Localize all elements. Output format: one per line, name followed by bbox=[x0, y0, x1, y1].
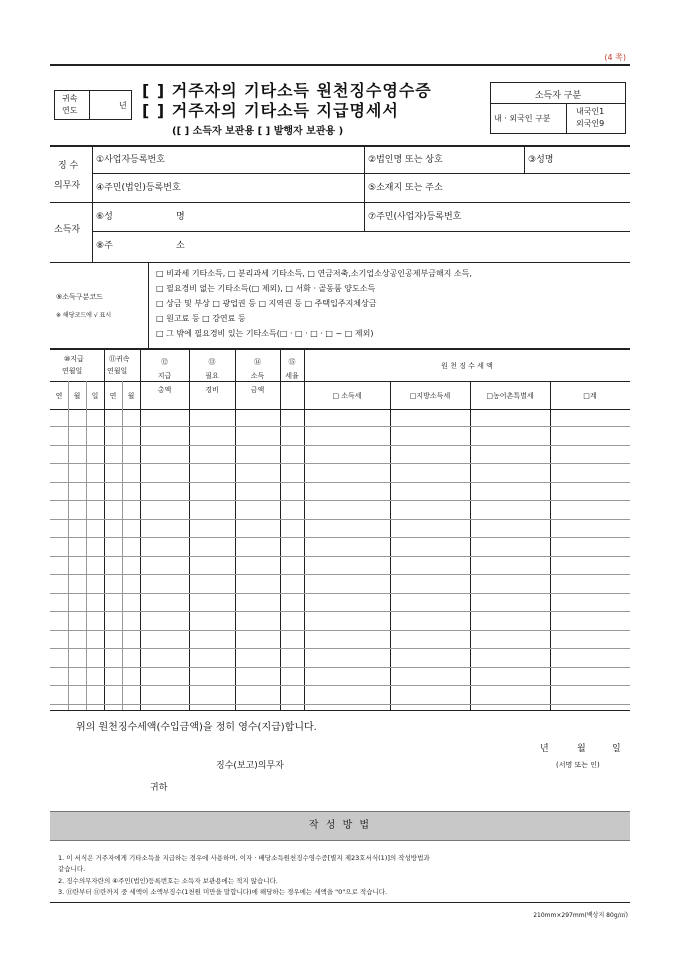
resident-reg-number: ④주민(법인)등록번호 bbox=[96, 183, 181, 193]
signature-hint: (서명 또는 인) bbox=[556, 761, 600, 769]
subheader-attr-month: 월 bbox=[127, 392, 135, 400]
withholder-address: ⑤소재지 또는 주소 bbox=[368, 183, 443, 193]
col-income-tax: □ 소득세 bbox=[332, 392, 362, 400]
table-row bbox=[50, 556, 630, 557]
table-row bbox=[50, 667, 630, 668]
table-row bbox=[50, 630, 630, 631]
subheader-day: 일 bbox=[91, 392, 99, 400]
subheader-attr-year: 연 bbox=[109, 392, 117, 400]
writing-method-header: 작 성 방 법 bbox=[50, 811, 630, 841]
note-1: 1. 이 서식은 거주자에게 기타소득을 지급하는 경우에 사용하며, 이자 · 배당소득원천징수영수증[별지 제23호서식(1)]의 작성방법과 bbox=[58, 854, 430, 862]
foreigner-option: 외국인9 bbox=[576, 119, 605, 128]
title-receipt: [ ] 거주자의 기타소득 원천징수영수증 bbox=[142, 81, 432, 100]
col-total: □계 bbox=[583, 392, 597, 400]
date-year: 년 bbox=[540, 744, 549, 754]
earner-label: 소득자 bbox=[54, 225, 81, 235]
note-3: 3. ⑪란부터 ⑪란까지 중 세액이 소액부징수(1천원 미만을 말합니다)에 해당하는 경우에는 세액을 "0"으로 적습니다. bbox=[58, 888, 388, 896]
income-code-line-2: □ 필요경비 없는 기타소득(□ 제외), □ 서화 · 골동품 양도소득 bbox=[156, 284, 376, 293]
corporate-name: ②법인명 또는 상호 bbox=[368, 155, 443, 165]
col-rural-special-tax: □농어촌특별세 bbox=[486, 392, 534, 400]
title-copy-type: ([ ] 소득자 보관용 [ ] 발행자 보관용 ) bbox=[172, 126, 344, 137]
date-day: 일 bbox=[612, 744, 621, 754]
table-row bbox=[50, 445, 630, 446]
withholder-name: ③성명 bbox=[528, 155, 554, 165]
header-withholding-tax: 원 천 징 수 세 액 bbox=[441, 362, 493, 370]
income-code-label: ⑨소득구분코드 bbox=[56, 293, 103, 301]
table-row bbox=[50, 482, 630, 483]
paper-spec: 210mm×297mm(백상지 80g/㎡) bbox=[533, 912, 628, 919]
header-income-amount: ⑭ bbox=[254, 358, 261, 366]
income-code-line-1: □ 비과세 기타소득, □ 분리과세 기타소득, □ 연금저축,소기업소상공인공제부금해지 소득, bbox=[156, 269, 472, 278]
earner-name-label: ⑥성 bbox=[96, 212, 113, 222]
resident-option: 내국인1 bbox=[576, 107, 605, 116]
earner-id-number: ⑦주민(사업자)등록번호 bbox=[368, 212, 462, 222]
header-necessary-expense: ⑬ bbox=[208, 358, 216, 366]
income-code-line-5: □ 그 밖에 필요경비 있는 기타소득(□ · □ · □ · □ ~ □ 제외) bbox=[156, 329, 374, 338]
attribution-year-unit: 년 bbox=[119, 101, 127, 110]
residency-label: 내 · 외국인 구분 bbox=[494, 114, 551, 123]
subheader-year: 연 bbox=[55, 392, 63, 400]
table-row bbox=[50, 685, 630, 686]
earner-address-label: ⑧주 bbox=[96, 241, 113, 251]
income-code-line-3: □ 상금 및 부상 □ 광업권 등 □ 지역권 등 □ 주택입주지체상금 bbox=[156, 299, 377, 308]
withholder-label: 징 수 bbox=[58, 161, 79, 171]
subheader-month: 월 bbox=[73, 392, 81, 400]
page-number: (4 쪽) bbox=[604, 53, 626, 62]
table-row bbox=[50, 574, 630, 575]
attribution-year-label: 귀속 bbox=[62, 94, 78, 103]
table-row bbox=[50, 611, 630, 612]
note-1-cont: 같습니다. bbox=[58, 865, 86, 873]
income-code-hint: ※ 해당코드에 √ 표시 bbox=[56, 312, 112, 319]
header-tax-rate: ⑮ bbox=[288, 358, 296, 366]
table-row bbox=[50, 648, 630, 649]
income-code-line-4: □ 원고료 등 □ 강연료 등 bbox=[156, 314, 246, 323]
table-row bbox=[50, 704, 630, 705]
header-payment-date: ⑩지급 bbox=[64, 355, 84, 363]
col-local-income-tax: □지방소득세 bbox=[409, 392, 451, 400]
header-total-payment: ⑫ bbox=[161, 358, 168, 366]
title-statement: [ ] 거주자의 기타소득 지급명세서 bbox=[142, 101, 399, 120]
business-reg-number: ①사업자등록번호 bbox=[96, 155, 165, 165]
table-row bbox=[50, 593, 630, 594]
table-row bbox=[50, 426, 630, 427]
table-row bbox=[50, 519, 630, 520]
receipt-statement: 위의 원천징수세액(수입금액)을 정히 영수(지급)합니다. bbox=[76, 722, 317, 733]
income-class-header: 소득자 구분 bbox=[534, 91, 582, 101]
signer-label: 징수(보고)의무자 bbox=[216, 761, 284, 771]
table-row bbox=[50, 463, 630, 464]
header-attribution-date: ⑪귀속 bbox=[109, 355, 130, 363]
table-row bbox=[50, 500, 630, 501]
date-month: 월 bbox=[577, 744, 586, 754]
note-2: 2. 징수의무자란의 ④주민(법인)등록번호는 소득자 보관용에는 적지 않습니다. bbox=[58, 877, 278, 885]
table-row bbox=[50, 537, 630, 538]
recipient-label: 귀하 bbox=[150, 783, 168, 793]
